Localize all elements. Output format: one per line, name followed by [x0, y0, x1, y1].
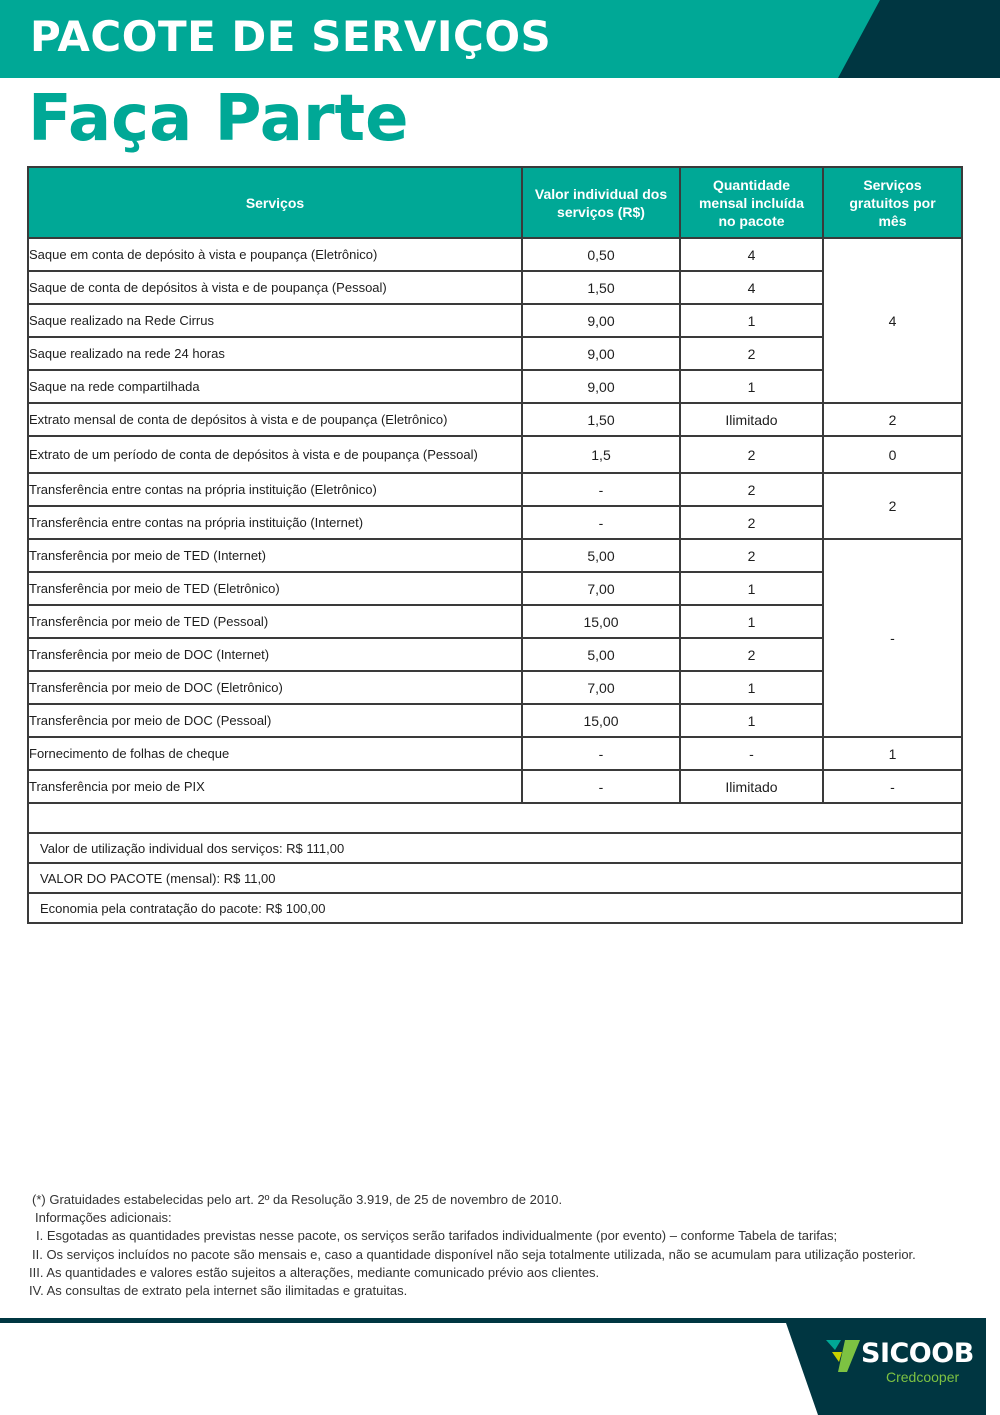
service-quantidade: 2 [680, 473, 823, 506]
header-valor-line2: serviços (R$) [557, 203, 645, 220]
service-quantidade: Ilimitado [680, 403, 823, 436]
header-grat-line3: mês [878, 212, 907, 229]
service-name: Fornecimento de folhas de cheque [28, 737, 522, 770]
table-row [28, 436, 962, 473]
header-grat-line2: gratuitos por [849, 194, 936, 211]
table-row [28, 704, 962, 737]
summary-row [28, 893, 962, 923]
service-quantidade: 2 [680, 436, 823, 473]
footnote-item: III. As quantidades e valores estão sujeitos a alterações, mediante comunicado prévio aos clientes. [29, 1264, 600, 1280]
table-row [28, 605, 962, 638]
footnote-item: IV. As consultas de extrato pela internet são ilimitadas e gratuitas. [29, 1283, 408, 1299]
table-row [28, 770, 962, 803]
service-quantidade: 1 [680, 605, 823, 638]
table-header-row [28, 167, 962, 238]
service-quantidade: 1 [680, 704, 823, 737]
service-name: Transferência por meio de DOC (Pessoal) [28, 704, 522, 737]
service-valor: - [522, 770, 680, 803]
service-name: Transferência por meio de TED (Eletrônico) [28, 572, 522, 605]
service-valor: - [522, 473, 680, 506]
summary-economia: Economia pela contratação do pacote: R$ 100,00 [28, 893, 962, 923]
summary-row [28, 863, 962, 893]
service-name: Transferência entre contas na própria instituição (Internet) [28, 506, 522, 539]
service-name: Transferência por meio de TED (Internet) [28, 539, 522, 572]
service-quantidade: 1 [680, 572, 823, 605]
service-valor: 0,50 [522, 238, 680, 271]
header-qtd-line2: mensal incluída [698, 194, 805, 211]
header-gratuitos [823, 167, 962, 238]
top-banner [0, 0, 1000, 78]
header-qtd-line3: no pacote [718, 212, 785, 229]
gratuitos-pix: - [823, 770, 962, 803]
footnote-item: I. Esgotadas as quantidades previstas nesse pacote, os serviços serão tarifados individualmente (por evento) – conforme Tabela de tarifas; [36, 1228, 838, 1244]
service-name: Transferência por meio de TED (Pessoal) [28, 605, 522, 638]
summary-row [28, 833, 962, 863]
table-row [28, 473, 962, 506]
logo-name: SICOOB [861, 1338, 974, 1369]
summary-valor-pacote: VALOR DO PACOTE (mensal): R$ 11,00 [28, 863, 962, 893]
table-row [28, 370, 962, 403]
service-valor: - [522, 506, 680, 539]
service-name: Saque realizado na Rede Cirrus [28, 304, 522, 337]
service-quantidade: - [680, 737, 823, 770]
footnote-info-title: Informações adicionais: [35, 1210, 172, 1226]
service-name: Saque de conta de depósitos à vista e de poupança (Pessoal) [28, 271, 522, 304]
gratuitos-saques: 4 [823, 238, 962, 403]
table-row [28, 638, 962, 671]
service-name: Saque realizado na rede 24 horas [28, 337, 522, 370]
table-row [28, 506, 962, 539]
table-row [28, 337, 962, 370]
service-quantidade: 1 [680, 370, 823, 403]
sicoob-logo [826, 1338, 976, 1388]
logo-subtitle: Credcooper [886, 1369, 960, 1385]
gratuitos-extrato-periodo: 0 [823, 436, 962, 473]
blank-cell [28, 803, 962, 833]
service-name: Transferência por meio de PIX [28, 770, 522, 803]
service-valor: - [522, 737, 680, 770]
table-row [28, 671, 962, 704]
footnote-note: (*) Gratuidades estabelecidas pelo art. 2º da Resolução 3.919, de 25 de novembro de 2010. [32, 1192, 563, 1207]
service-name: Saque na rede compartilhada [28, 370, 522, 403]
service-quantidade: 1 [680, 304, 823, 337]
service-quantidade: 4 [680, 271, 823, 304]
header-servicos-label: Serviços [245, 194, 305, 211]
service-name: Transferência por meio de DOC (Eletrônico) [28, 671, 522, 704]
service-valor: 1,5 [522, 436, 680, 473]
services-table [27, 166, 963, 924]
table-row [28, 403, 962, 436]
header-qtd-line1: Quantidade [712, 176, 790, 193]
gratuitos-extrato-mensal: 2 [823, 403, 962, 436]
service-valor: 9,00 [522, 337, 680, 370]
blank-row [28, 803, 962, 833]
service-valor: 15,00 [522, 704, 680, 737]
sicoob-logo-icon [826, 1338, 860, 1374]
gratuitos-ted-doc: - [823, 539, 962, 737]
service-valor: 7,00 [522, 572, 680, 605]
header-quantidade [680, 167, 823, 238]
footnotes [31, 1191, 976, 1300]
table-row [28, 572, 962, 605]
service-name: Transferência entre contas na própria instituição (Eletrônico) [28, 473, 522, 506]
service-valor: 1,50 [522, 271, 680, 304]
service-valor: 7,00 [522, 671, 680, 704]
service-quantidade: 4 [680, 238, 823, 271]
gratuitos-cheque: 1 [823, 737, 962, 770]
header-servicos [28, 167, 522, 238]
table-row [28, 238, 962, 271]
service-quantidade: 2 [680, 638, 823, 671]
service-valor: 9,00 [522, 370, 680, 403]
header-valor-line1: Valor individual dos [534, 185, 668, 202]
service-valor: 15,00 [522, 605, 680, 638]
header-grat-line1: Serviços [863, 176, 922, 193]
table-row [28, 539, 962, 572]
page-subtitle: Faça Parte [28, 82, 409, 156]
table-row [28, 737, 962, 770]
service-name: Extrato mensal de conta de depósitos à vista e de poupança (Eletrônico) [28, 403, 522, 436]
gratuitos-transferencias: 2 [823, 473, 962, 539]
table-row [28, 304, 962, 337]
header-valor [522, 167, 680, 238]
service-quantidade: 2 [680, 539, 823, 572]
service-quantidade: 2 [680, 337, 823, 370]
service-name: Saque em conta de depósito à vista e poupança (Eletrônico) [28, 238, 522, 271]
banner-title: PACOTE DE SERVIÇOS [30, 12, 552, 61]
footnote-item: II. Os serviços incluídos no pacote são mensais e, caso a quantidade disponível não seja totalmente utilizada, não se acumulam para utilização posterior. [32, 1246, 916, 1262]
service-valor: 5,00 [522, 638, 680, 671]
table-row [28, 271, 962, 304]
summary-valor-individual: Valor de utilização individual dos serviços: R$ 111,00 [28, 833, 962, 863]
service-valor: 1,50 [522, 403, 680, 436]
service-quantidade: 1 [680, 671, 823, 704]
service-name: Extrato de um período de conta de depósitos à vista e de poupança (Pessoal) [28, 436, 522, 473]
service-quantidade: 2 [680, 506, 823, 539]
service-name: Transferência por meio de DOC (Internet) [28, 638, 522, 671]
service-quantidade: Ilimitado [680, 770, 823, 803]
service-valor: 5,00 [522, 539, 680, 572]
service-valor: 9,00 [522, 304, 680, 337]
